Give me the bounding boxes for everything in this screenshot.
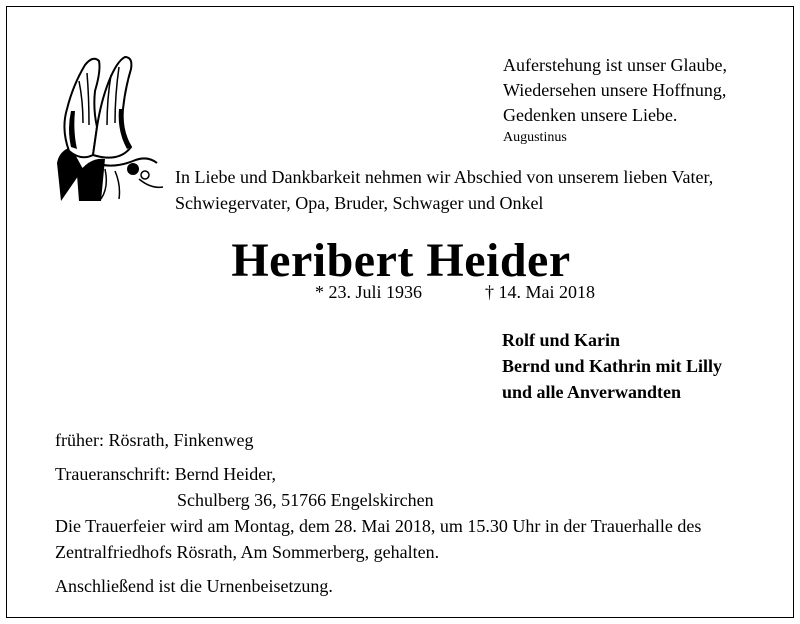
quote-line: Wiedersehen unsere Hoffnung, bbox=[503, 80, 727, 100]
intro-text bbox=[175, 164, 795, 216]
mourner-line: Bernd und Kathrin mit Lilly bbox=[502, 356, 723, 376]
quote-author: Augustinus bbox=[503, 130, 567, 145]
praying-hands-icon bbox=[49, 51, 169, 201]
obituary-notice bbox=[6, 6, 794, 618]
details-block bbox=[55, 427, 775, 599]
death-date: † 14. Mai 2018 bbox=[485, 282, 595, 302]
mourner-line: und alle Anverwandten bbox=[502, 382, 682, 402]
ceremony-text-line: Die Trauerfeier wird am Montag, dem 28. Mai 2018, um 15.30 Uhr in der Trauerhalle des bbox=[55, 516, 702, 536]
deceased-name: Heribert Heider bbox=[231, 234, 571, 287]
mourner-line: Rolf und Karin bbox=[502, 330, 621, 350]
intro-line: Schwiegervater, Opa, Bruder, Schwager und Onkel bbox=[175, 193, 544, 213]
intro-line: In Liebe und Dankbarkeit nehmen wir Abschied von unserem lieben Vater, bbox=[175, 167, 714, 187]
urn-burial-note: Anschließend ist die Urnenbeisetzung. bbox=[55, 576, 333, 596]
quote-line: Gedenken unsere Liebe. bbox=[503, 105, 678, 125]
birth-date: * 23. Juli 1936 bbox=[315, 282, 423, 302]
mourning-address-label: Traueranschrift: Bernd Heider, bbox=[55, 464, 277, 484]
quote-block bbox=[503, 53, 727, 148]
mourning-address-line: Schulberg 36, 51766 Engelskirchen bbox=[177, 490, 434, 510]
quote-line: Auferstehung ist unser Glaube, bbox=[503, 55, 727, 75]
mourners-list bbox=[502, 327, 722, 405]
ceremony-text-line: Zentralfriedhofs Rösrath, Am Sommerberg, gehalten. bbox=[55, 542, 440, 562]
former-address: früher: Rösrath, Finkenweg bbox=[55, 430, 254, 450]
